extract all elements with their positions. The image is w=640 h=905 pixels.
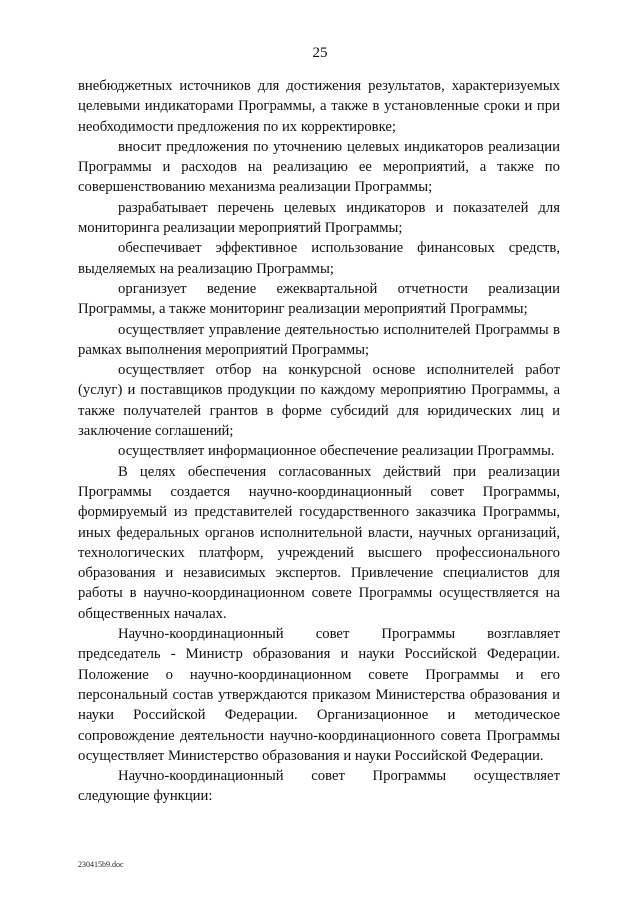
paragraph-4: обеспечивает эффективное использование финансовых средств, выделяемых на реализацию Программы;	[78, 240, 560, 277]
paragraph-9: В целях обеспечения согласованных действий при реализации Программы создается научно-координационный совет Программы, формируемый из представителей государственного заказчика Программы, иных федеральных органов исполнительной власти, научных организаций, технологических платформ, учреждений высшего профессионального образования и независимых экспертов. Привлечение специалистов для работы в научно-координационном совете Программы осуществляется на общественных началах.	[78, 463, 560, 622]
paragraph-8: осуществляет информационное обеспечение реализации Программы.	[118, 443, 555, 460]
paragraph-5: организует ведение ежеквартальной отчетности реализации Программы, а также мониторинг реализации мероприятий Программы;	[78, 280, 560, 318]
paragraph-2: вносит предложения по уточнению целевых индикаторов реализации Программы и расходов на реализацию ее мероприятий, а также по совершенствованию механизма реализации Программы;	[78, 138, 560, 196]
paragraph-7: осуществляет отбор на конкурсной основе исполнителей работ (услуг) и поставщиков продукции по каждому мероприятию Программы, а также получателей грантов в форме субсидий для юридических лиц и заключение соглашений;	[78, 362, 560, 440]
document-body	[78, 76, 560, 807]
paragraph-3: разрабатывает перечень целевых индикаторов и показателей для мониторинга реализации мероприятий Программы;	[78, 199, 560, 237]
paragraph-10: Научно-координационный совет Программы возглавляет председатель - Министр образования и науки Российской Федерации. Положение о научно-координационном совете Программы и его персональный состав утверждаются приказом Министерства образования и науки Российской Федерации. Организационное и методическое сопровождение деятельности научно-координационного совета Программы осуществляет Министерство образования и науки Российской Федерации.	[78, 626, 560, 764]
paragraph-11: Научно-координационный совет Программы осуществляет следующие функции:	[78, 768, 560, 805]
footer-filename: 230415b9.doc	[78, 860, 124, 869]
page-number: 25	[312, 45, 328, 61]
paragraph-6: осуществляет управление деятельностью исполнителей Программы в рамках выполнения мероприятий Программы;	[78, 321, 560, 358]
paragraph-1: внебюджетных источников для достижения результатов, характеризуемых целевыми индикаторами Программы, а также в установленные сроки и при необходимости предложения по их корректировке;	[78, 78, 560, 135]
